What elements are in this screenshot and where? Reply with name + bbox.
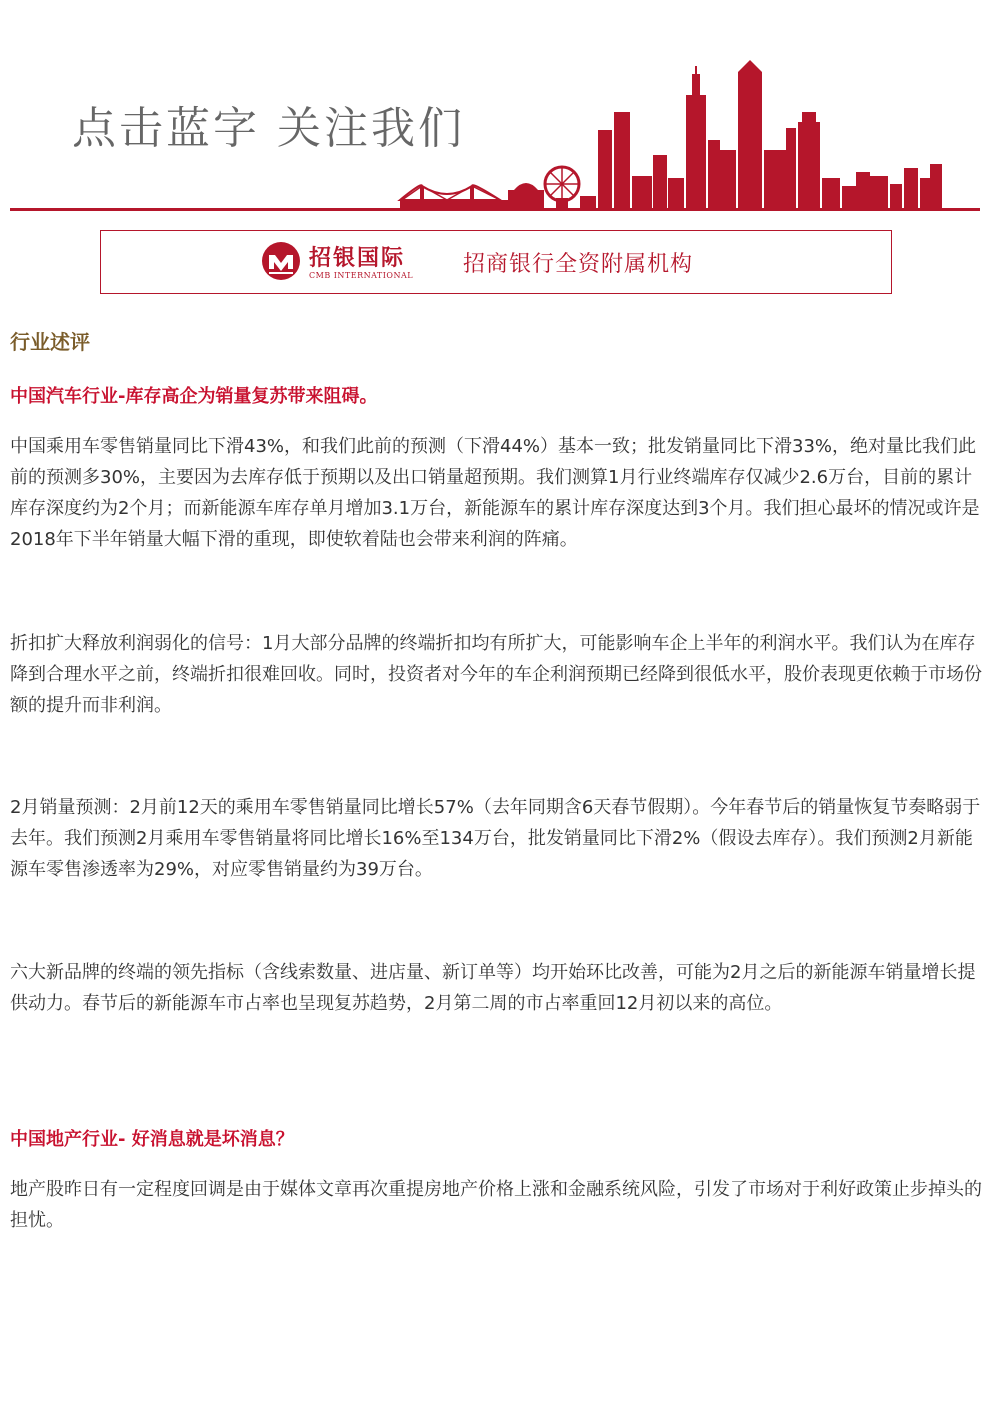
city-skyline-illustration	[0, 0, 992, 215]
banner-tagline: 招商银行全资附属机构	[463, 252, 694, 277]
cmb-logo-icon	[261, 241, 301, 281]
auto-paragraph-4: 六大新品牌的终端的领先指标（含线索数量、进店量、新订单等）均开始环比改善，可能为2月之后的新能源车销量增长提供动力。春节后的新能源车市占率也呈现复苏趋势，2月第二周的市占率重回12月初以来的高位。	[10, 962, 976, 1014]
logo-english-name: CMB INTERNATIONAL	[309, 271, 414, 280]
follow-us-slogan[interactable]: 点击蓝字 关注我们	[72, 103, 465, 154]
auto-paragraph-3: 2月销量预测：2月前12天的乘用车零售销量同比增长57%（去年同期含6天春节假期）。今年春节后的销量恢复节奏略弱于去年。我们预测2月乘用车零售销量将同比增长16%至134万台，批发销量同比下滑2%（假设去库存）。我们预测2月新能源车零售渗透率为29%，对应零售销量约为39万台。	[10, 797, 981, 880]
auto-paragraph-2: 折扣扩大释放利润弱化的信号：1月大部分品牌的终端折扣均有所扩大，可能影响车企上半年的利润水平。我们认为在库存降到合理水平之前，终端折扣很难回收。同时，投资者对今年的车企利润预期已经降到很低水平，股价表现更依赖于市场份额的提升而非利润。	[10, 633, 982, 716]
section-title: 行业述评	[10, 330, 90, 354]
auto-industry-heading: 中国汽车行业-库存高企为销量复苏带来阻碍。	[10, 386, 378, 407]
logo-chinese-name: 招银国际	[309, 245, 406, 271]
ferris-wheel-icon	[545, 167, 579, 208]
header-divider	[10, 208, 980, 211]
auto-paragraph-1: 中国乘用车零售销量同比下滑43%，和我们此前的预测（下滑44%）基本一致；批发销量同比下滑33%，绝对量比我们此前的预测多30%，主要因为去库存低于预期以及出口销量超预期。我们测算1月行业终端库存仅减少2.6万台，目前的累计库存深度约为2个月；而新能源车库存单月增加3.1万台，新能源车的累计库存深度达到3个月。我们担心最坏的情况或许是2018年下半年销量大幅下滑的重现，即使软着陆也会带来利润的阵痛。	[10, 436, 980, 550]
property-industry-heading: 中国地产行业- 好消息就是坏消息？	[10, 1129, 294, 1150]
page-header	[0, 0, 992, 215]
property-paragraph-1: 地产股昨日有一定程度回调是由于媒体文章再次重提房地产价格上涨和金融系统风险，引发了市场对于利好政策止步掉头的担忧。	[10, 1179, 982, 1231]
bridge-icon	[400, 185, 520, 208]
cmbi-banner[interactable]	[100, 230, 892, 294]
